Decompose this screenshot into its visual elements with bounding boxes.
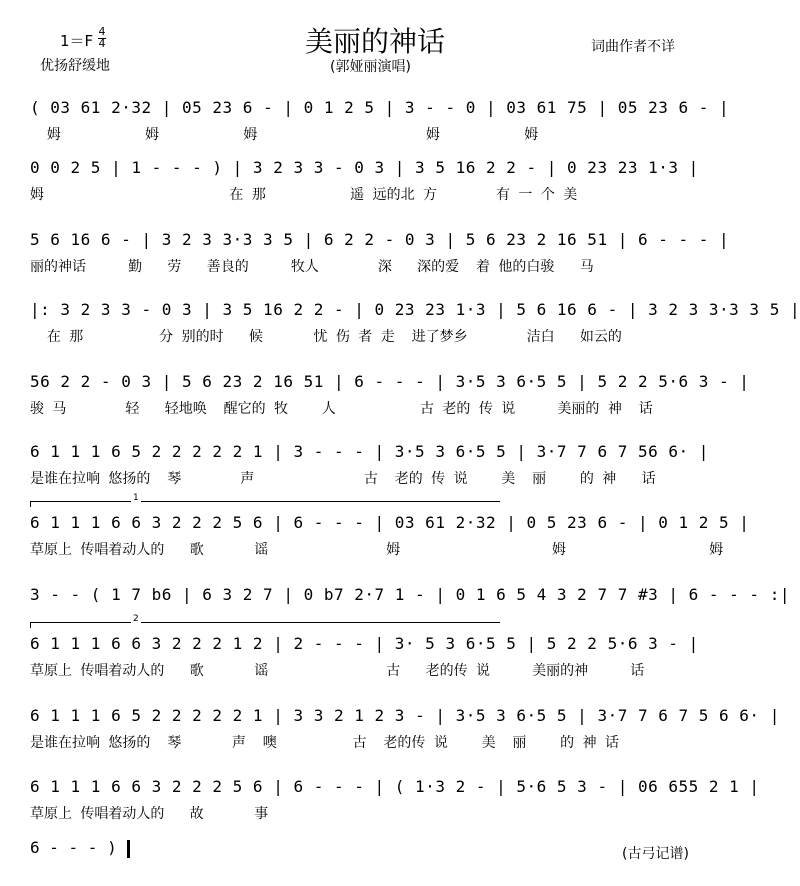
transcriber-note: (古弓记谱) — [622, 846, 689, 862]
notation-line: 6 1 1 1 6 5 2 2 2 2 2 1 | 3 - - - | 3·5 3 6·5 5 | 3·7 7 6 7 56 6· | — [30, 442, 709, 461]
lyrics-line: 在 那 分 别的时 候 忧 伤 者 走 进了梦乡 洁白 如云的 — [30, 329, 622, 345]
key-signature: 1＝F — [60, 32, 94, 50]
lyrics-line: 丽的神话 勤 劳 善良的 牧人 深 深的爱 着 他的白骏 马 — [30, 259, 594, 275]
volta-number: 1 — [133, 493, 139, 503]
final-barline — [127, 840, 130, 858]
lyrics-line: 草原上 传唱着动人的 歌 谣 姆 姆 姆 — [30, 542, 724, 558]
notation-line: 6 1 1 1 6 6 3 2 2 2 5 6 | 6 - - - | 03 61 2·32 | 0 5 23 6 - | 0 1 2 5 | — [30, 513, 750, 532]
notation-line: 5 6 16 6 - | 3 2 3 3·3 3 5 | 6 2 2 - 0 3 | 5 6 23 2 16 51 | 6 - - - | — [30, 230, 730, 249]
credit-note: 词曲作者不详 — [591, 39, 675, 55]
singer-note: (郭娅丽演唱) — [330, 59, 411, 75]
lyrics-line: 骏 马 轻 轻地唤 醒它的 牧 人 古 老的 传 说 美丽的 神 话 — [30, 401, 653, 417]
second-ending-bracket — [30, 614, 500, 628]
notation-line: 6 1 1 1 6 5 2 2 2 2 2 1 | 3 3 2 1 2 3 - | 3·5 3 6·5 5 | 3·7 7 6 7 5 6 6· | — [30, 706, 780, 725]
notation-line: 3 - - ( 1 7 b6 | 6 3 2 7 | 0 b7 2·7 1 - | 0 1 6 5 4 3 2 7 7 #3 | 6 - - - :| — [30, 585, 790, 604]
notation-line: ( 03 61 2·32 | 05 23 6 - | 0 1 2 5 | 3 - - 0 | 03 61 75 | 05 23 6 - | — [30, 98, 730, 117]
tempo-marking: 优扬舒缓地 — [40, 58, 110, 74]
notation-line: 6 1 1 1 6 6 3 2 2 2 5 6 | 6 - - - | ( 1·3 2 - | 5·6 5 3 - | 06 655 2 1 | — [30, 777, 760, 796]
final-measure: 6 - - - ) — [30, 838, 117, 857]
time-top: 4 — [98, 25, 106, 38]
lyrics-line: 草原上 传唱着动人的 歌 谣 古 老的传 说 美丽的神 话 — [30, 663, 645, 679]
notation-line: 0 0 2 5 | 1 - - - ) | 3 2 3 3 - 0 3 | 3 5 16 2 2 - | 0 23 23 1·3 | — [30, 158, 699, 177]
first-ending-bracket — [30, 493, 500, 507]
lyrics-line: 是谁在拉响 悠扬的 琴 声 噢 古 老的传 说 美 丽 的 神 话 — [30, 735, 620, 751]
lyrics-line: 是谁在拉响 悠扬的 琴 声 古 老的 传 说 美 丽 的 神 话 — [30, 471, 656, 487]
lyrics-line: 姆 在 那 遥 远的北 方 有 一 个 美 — [30, 187, 578, 203]
notation-line: 56 2 2 - 0 3 | 5 6 23 2 16 51 | 6 - - - | 3·5 3 6·5 5 | 5 2 2 5·6 3 - | — [30, 372, 750, 391]
lyrics-line: 草原上 传唱着动人的 故 事 — [30, 806, 269, 822]
time-bottom: 4 — [98, 37, 106, 50]
notation-line: 6 1 1 1 6 6 3 2 2 2 1 2 | 2 - - - | 3· 5 3 6·5 5 | 5 2 2 5·6 3 - | — [30, 634, 699, 653]
lyrics-line: 姆 姆 姆 姆 姆 — [30, 127, 539, 143]
song-title: 美丽的神话 — [304, 25, 445, 58]
volta-number: 2 — [133, 614, 139, 624]
notation-line: |: 3 2 3 3 - 0 3 | 3 5 16 2 2 - | 0 23 23 1·3 | 5 6 16 6 - | 3 2 3 3·3 3 5 | — [30, 300, 800, 319]
